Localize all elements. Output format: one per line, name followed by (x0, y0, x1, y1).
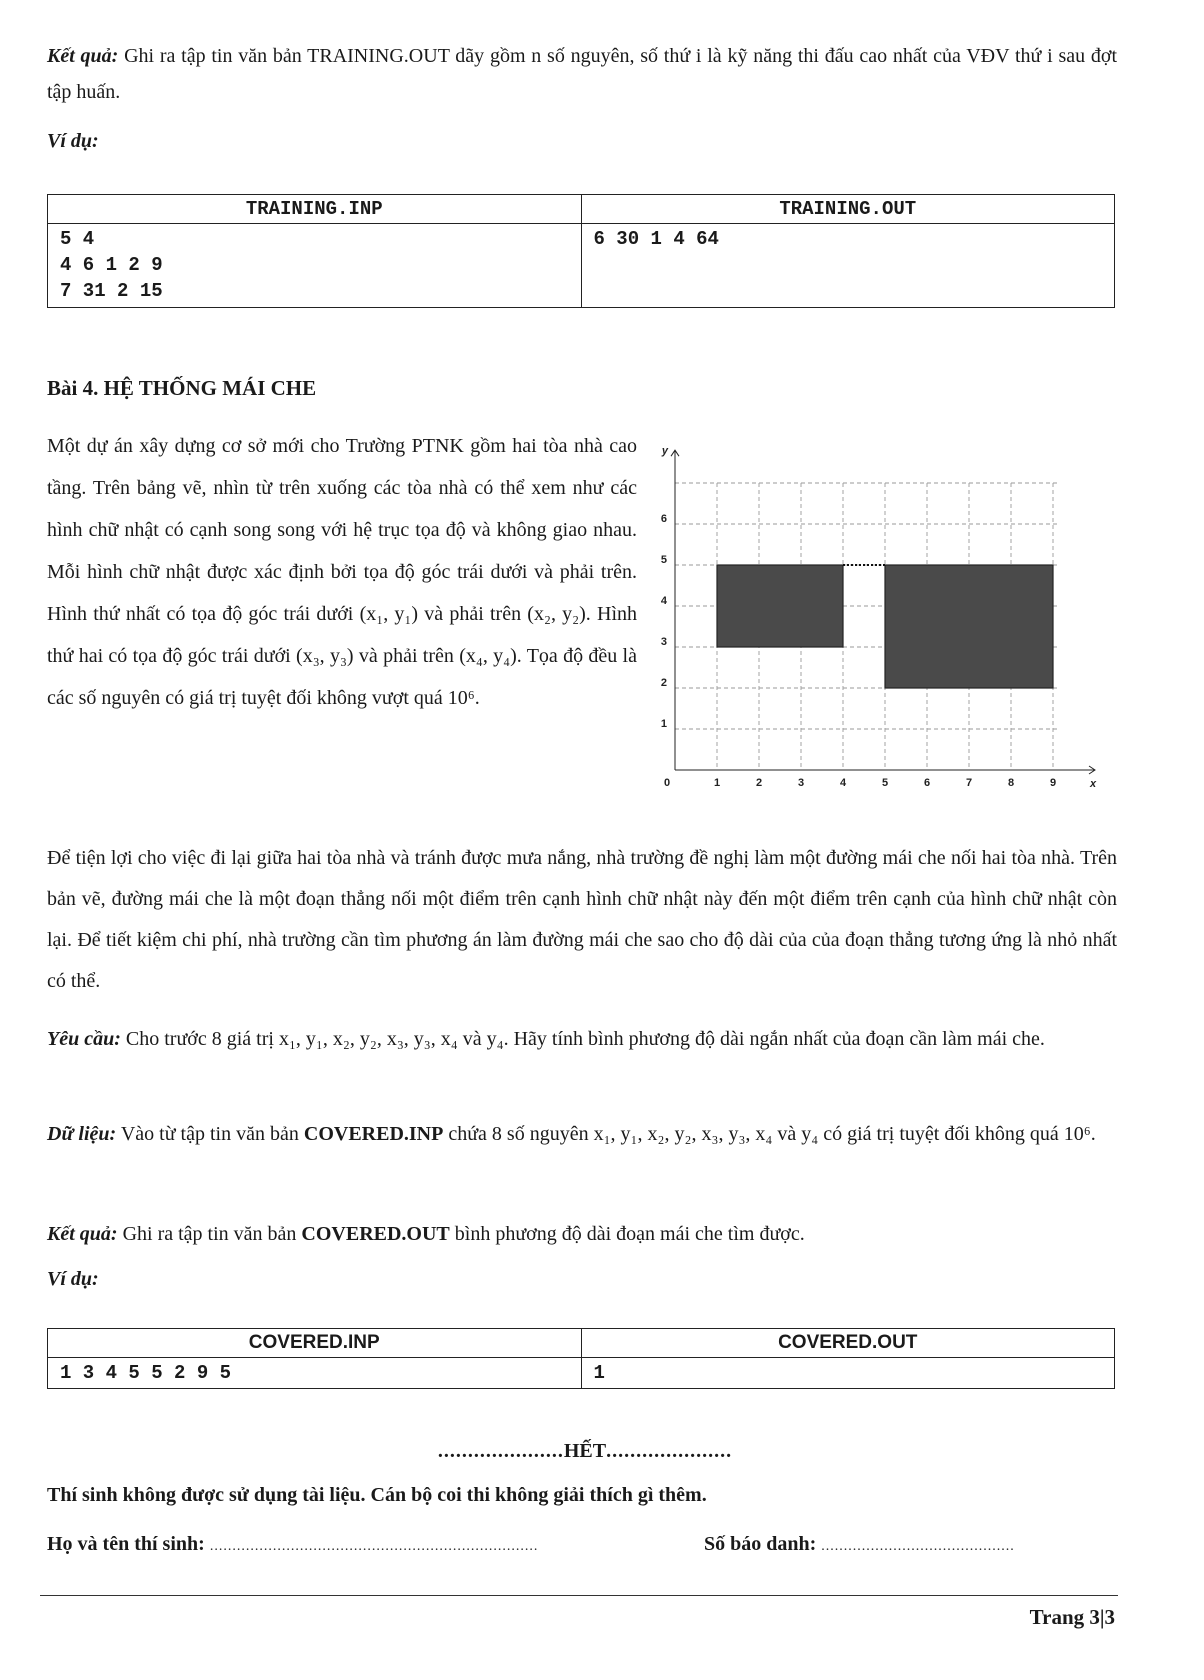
training-result-paragraph (47, 38, 1117, 110)
covered-inp-line: 1 3 4 5 5 2 9 5 (60, 1362, 232, 1384)
rect-1 (717, 565, 843, 647)
coordinate-figure (645, 440, 1105, 800)
requirement-label: Yêu cầu: (47, 1028, 121, 1050)
rect-2 (885, 565, 1053, 688)
candidate-id-label: Số báo danh: (704, 1533, 817, 1555)
y-tick-label: 3 (660, 636, 667, 648)
x-tick-label: 5 (881, 777, 889, 789)
x-tick-label: 2 (755, 777, 763, 789)
training-inp-line: 5 4 (60, 228, 95, 250)
covered-inp-header: COVERED.INP (48, 1329, 582, 1358)
page-number: Trang 3|3 (1029, 1605, 1115, 1629)
problem-intro: Một dự án xây dựng cơ sở mới cho Trường PTNK gồm hai tòa nhà cao tầng. Trên bảng vẽ, nhìn từ trên xuống các tòa nhà có thể xem như các hình chữ nhật có cạnh song song với hệ trục tọa độ và không giao nhau. Mỗi hình chữ nhật được xác định bởi tọa độ góc trái dưới và phải trên. Hình thứ nhất có tọa độ góc trái dưới (x₁, y₁) và phải trên (x₂, y₂). Hình thứ hai có tọa độ góc trái dưới (x₃, y₃) và phải trên (x₄, y₄). Tọa độ đều là các số nguyên có giá trị tuyệt đối không vượt quá 10⁶. (47, 435, 637, 709)
training-inp-cell (48, 224, 582, 308)
input-file-name: COVERED.INP (303, 1123, 444, 1145)
output-file-name: COVERED.OUT (301, 1223, 450, 1245)
training-example-table (47, 194, 1115, 308)
problem-requirement (47, 1020, 1117, 1058)
covered-example-table (47, 1328, 1115, 1389)
y-tick-label: 4 (660, 595, 667, 607)
problem-input (47, 1115, 1117, 1153)
requirement-text: Cho trước 8 giá trị x₁, y₁, x₂, y₂, x₃, y₃, x₄ và y₄. Hãy tính bình phương độ dài ngắn nhất của đoạn cần làm mái che. (125, 1028, 1045, 1050)
end-mark-text: HẾT (563, 1440, 607, 1462)
covered-out-line: 1 (593, 1362, 605, 1384)
y-tick-label: 2 (660, 677, 667, 689)
input-text-prefix: Vào từ tập tin văn bản (120, 1123, 299, 1145)
x-tick-label: 7 (965, 777, 973, 789)
rectangles (717, 565, 1053, 688)
x-tick-label: 1 (713, 777, 721, 789)
x-tick-label: 8 (1007, 777, 1015, 789)
y-tick-label: 5 (660, 554, 667, 566)
x-tick-label: 9 (1049, 777, 1057, 789)
problem-paragraph-2: Để tiện lợi cho việc đi lại giữa hai tòa nhà và tránh được mưa nắng, nhà trường đề nghị làm một đường mái che nối hai tòa nhà. Trên bản vẽ, đường mái che là một đoạn thẳng nối một điểm trên cạnh hình chữ nhật này đến một điểm trên cạnh của hình chữ nhật còn lại. Để tiết kiệm chi phí, nhà trường cần tìm phương án làm đường mái che sao cho độ dài của của đoạn thẳng tương ứng là nhỏ nhất có thể. (47, 847, 1117, 992)
covered-example-label: Ví dụ: (47, 1268, 99, 1290)
output-label: Kết quả: (47, 1223, 118, 1245)
y-axis-label: y (661, 445, 668, 458)
training-out-header: TRAINING.OUT (581, 195, 1115, 224)
training-inp-line: 4 6 1 2 9 (60, 254, 163, 276)
footer-divider (40, 1595, 1118, 1596)
input-text-suffix: chứa 8 số nguyên x₁, y₁, x₂, y₂, x₃, y₃, x₄ và y₄ có giá trị tuyệt đối không quá 10⁶. (448, 1123, 1096, 1145)
covered-out-cell (581, 1358, 1115, 1389)
covered-out-header: COVERED.OUT (581, 1329, 1115, 1358)
problem-output (47, 1216, 1117, 1252)
candidate-name-label: Họ và tên thí sinh: (47, 1533, 205, 1555)
training-inp-header: TRAINING.INP (48, 195, 582, 224)
exam-notice: Thí sinh không được sử dụng tài liệu. Cán bộ coi thi không giải thích gì thêm. (47, 1484, 707, 1506)
y-tick-label: 6 (660, 513, 667, 525)
candidate-name-row: Họ và tên thí sinh: ......................................................................... (47, 1533, 539, 1555)
x-axis-label: x (1089, 778, 1097, 790)
input-label: Dữ liệu: (47, 1123, 117, 1145)
x-tick-label: 3 (797, 777, 805, 789)
training-inp-line: 7 31 2 15 (60, 280, 163, 302)
candidate-id-row: Số báo danh: ........................................... (704, 1533, 1015, 1555)
covered-inp-cell (48, 1358, 582, 1389)
end-mark: .....................HẾT..................... (437, 1440, 733, 1462)
training-result-text: Ghi ra tập tin văn bản TRAINING.OUT dãy gồm n số nguyên, số thứ i là kỹ năng thi đấu cao nhất của VĐV thứ i sau đợt tập huấn. (47, 45, 1118, 103)
problem-title: Bài 4. HỆ THỐNG MÁI CHE (47, 376, 317, 400)
y-tick-label: 1 (660, 718, 667, 730)
x-tick-label: 6 (923, 777, 931, 789)
training-result-label: Kết quả: (47, 45, 119, 67)
training-example-label: Ví dụ: (47, 130, 99, 152)
training-out-cell (581, 224, 1115, 308)
x-tick-label: 4 (839, 777, 847, 789)
x-tick-label: 0 (663, 777, 671, 789)
training-out-line: 6 30 1 4 64 (593, 228, 719, 250)
output-text-suffix: bình phương độ dài đoạn mái che tìm được. (454, 1223, 805, 1245)
output-text-prefix: Ghi ra tập tin văn bản (122, 1223, 297, 1245)
